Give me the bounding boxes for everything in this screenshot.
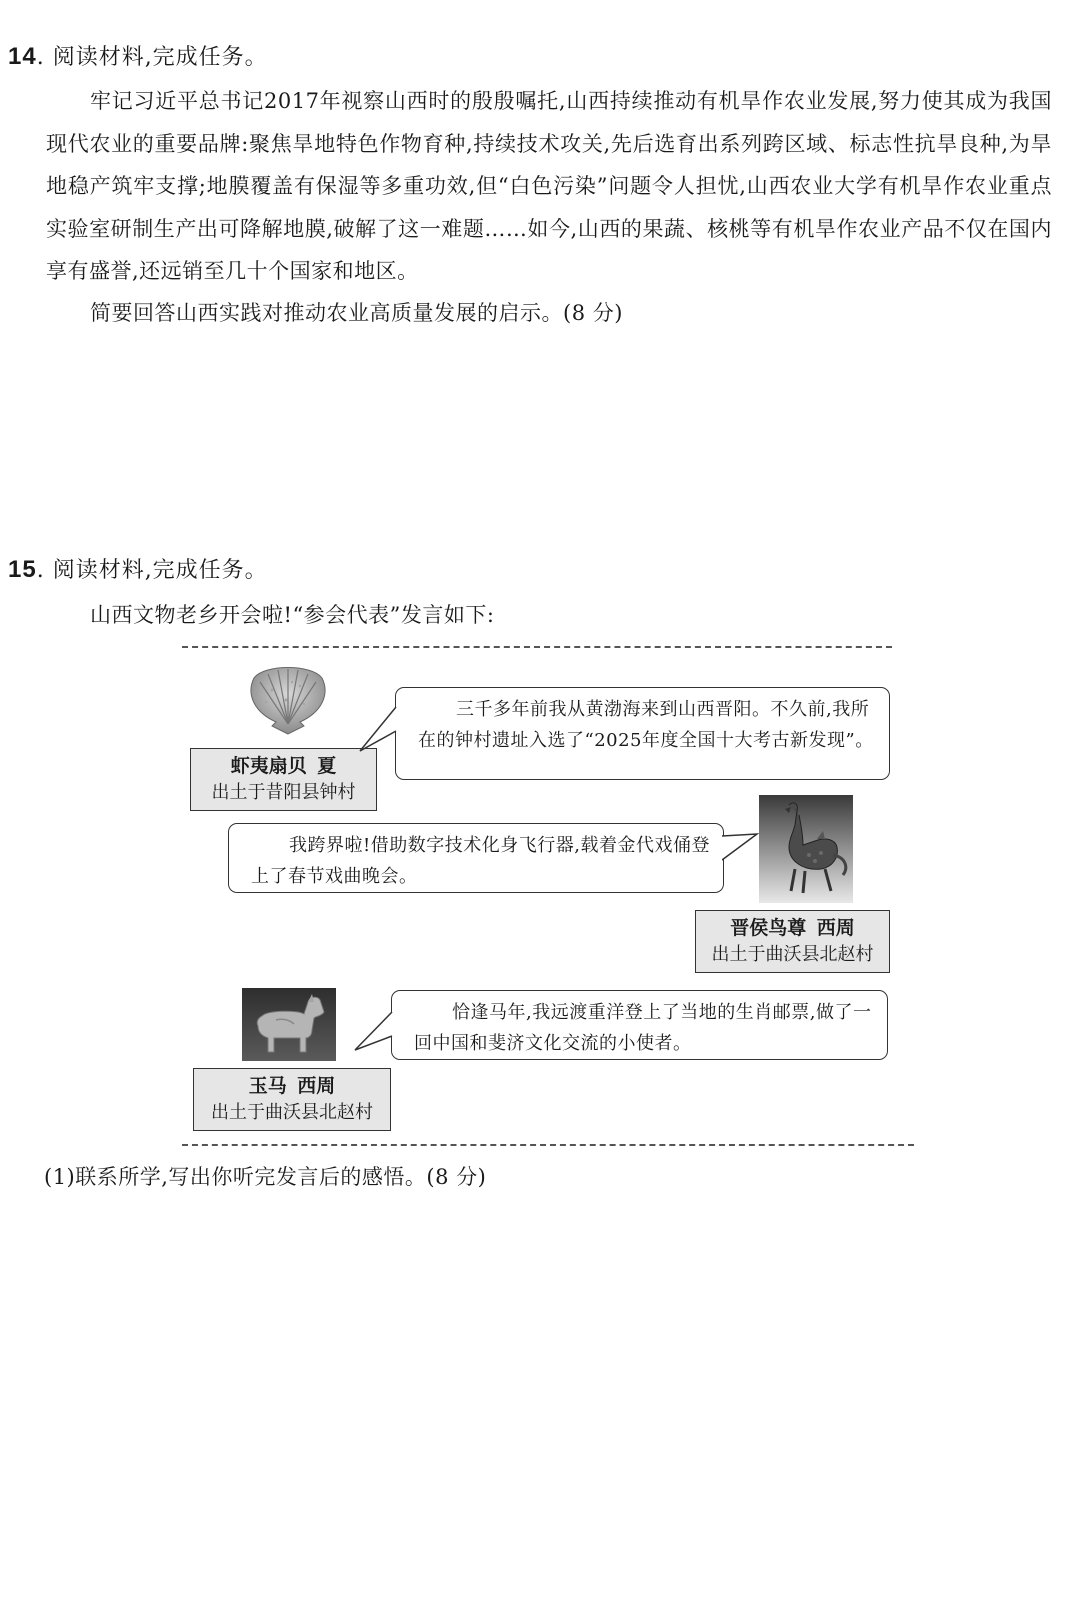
q15-heading (8, 553, 268, 584)
material-top-divider (182, 646, 892, 648)
bird-zun-label (695, 910, 890, 973)
bronze-bird-zun-image (759, 795, 853, 903)
q14-number: 14 (8, 43, 37, 70)
bird-zun-speech-bubble: 我跨界啦!借助数字技术化身飞行器,载着金代戏俑登上了春节戏曲晚会。 (228, 823, 724, 893)
jade-horse-origin: 出土于曲沃县北赵村 (211, 1102, 373, 1123)
jade-horse-bubble-tail (352, 1010, 394, 1054)
bird-zun-origin: 出土于曲沃县北赵村 (711, 944, 874, 965)
q15-number: 15 (8, 556, 37, 583)
q14-heading-text: . 阅读材料,完成任务。 (36, 45, 268, 70)
q14-task: 简要回答山西实践对推动农业高质量发展的启示。(8 分) (90, 301, 623, 325)
q14-heading (8, 40, 268, 71)
bird-zun-name: 晋侯鸟尊 西周 (730, 918, 855, 939)
q15-heading-text: . 阅读材料,完成任务。 (36, 558, 268, 583)
jade-horse-speech-bubble: 恰逢马年,我远渡重洋登上了当地的生肖邮票,做了一回中国和斐济文化交流的小使者。 (391, 990, 888, 1060)
q14-material: 牢记习近平总书记2017年视察山西时的殷殷嘱托,山西持续推动有机旱作农业发展,努力使其成为我国现代农业的重要品牌:聚焦旱地特色作物育种,持续技术攻关,先后选育出系列跨区域、标志性抗旱良种,为旱地稳产筑牢支撑;地膜覆盖有保湿等多重功效,但“白色污染”问题令人担忧,山西农业大学有机旱作农业重点实验室研制生产出可降解地膜,破解了这一难题……如今,山西的果蔬、核桃等有机旱作农业产品不仅在国内享有盛誉,还远销至几十个国家和地区。 (46, 89, 1052, 283)
q15-task-1: (1)联系所学,写出你听完发言后的感悟。(8 分) (44, 1165, 487, 1189)
scallop-shell-image (242, 660, 334, 738)
jade-horse-name: 玉马 西周 (248, 1076, 336, 1097)
scallop-speech-bubble: 三千多年前我从黄渤海来到山西晋阳。不久前,我所在的钟村遗址入选了“2025年度全国十大考古新发现”。 (395, 687, 890, 780)
scallop-name: 虾夷扇贝 夏 (230, 756, 337, 777)
jade-horse-image (242, 988, 336, 1061)
q15-intro: 山西文物老乡开会啦!“参会代表”发言如下: (90, 603, 495, 627)
scallop-origin: 出土于昔阳县钟村 (211, 782, 356, 803)
bird-zun-bubble-tail (721, 832, 761, 868)
scallop-label (190, 748, 377, 811)
jade-horse-label (193, 1068, 391, 1131)
scallop-bubble-tail (357, 705, 399, 755)
material-bottom-divider (182, 1144, 914, 1146)
